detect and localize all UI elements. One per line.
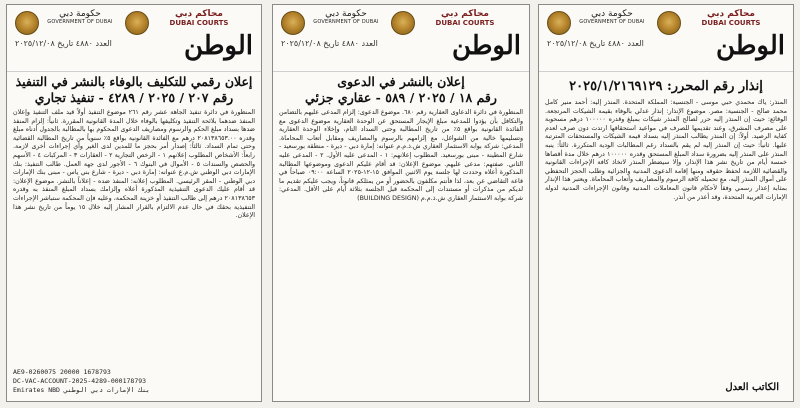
dubai-crest-icon bbox=[281, 11, 305, 35]
dubai-courts-crest-icon bbox=[657, 11, 681, 35]
dubai-courts-crest-icon bbox=[125, 11, 149, 35]
newspaper-header bbox=[7, 5, 261, 72]
courts-logo-text: محاكم دبي DUBAI COURTS bbox=[701, 9, 761, 27]
newspaper-brand: الوطن bbox=[183, 31, 253, 61]
edition-date: العدد ٤٨٨٠ تاريخ ٢٠٢٥/١٢/٠٨ bbox=[15, 39, 112, 48]
newspaper-header bbox=[539, 5, 793, 72]
edition-date: العدد ٤٨٨٠ تاريخ ٢٠٢٥/١٢/٠٨ bbox=[547, 39, 644, 48]
newspaper-brand: الوطن bbox=[715, 31, 785, 61]
notice-footer: AE9-0260075 20000 1678793 DC-VAC-ACCOUNT-2025-4289-000178793 Emirates NBD بنك الإمارات دبي الوطني bbox=[13, 368, 150, 394]
dubai-crest-icon bbox=[547, 11, 571, 35]
notice-body: المنظورة في دائرة الدعاوى العقارية رقم ٦٨٠. موضوع الدعوى: إلزام المدعى عليهم بالتضامن والتكافل بأن يؤدوا للمدعية مبلغ الإيجار المستحق عن الوحدة العقارية موضوع الدعوى مع الفائدة القانونية بواقع ٥٪ من تاريخ المطالبة وحتى السداد التام، وإخلاء الوحدة العقارية وتسليمها خالية من الشواغل، مع إلزامهم بالرسوم والمصاريف ومقابل أتعاب المحاماة. المدعي: شركة بوابة الاستثمار العقاري ش.ذ.م.م عنوانه: إمارة دبي - ديرة - منطقة بورسعيد - شارع المطينة - مبنى بورسعيد. المطلوب إعلانهم: ١ - المدعى عليه الأول. ٢ - المدعى عليه الثاني. صفتهم: مدعى عليهم. موضوع الإعلان: قد أقام عليكم الدعوى وموضوعها المطالبة المذكورة أعلاه وحددت لها جلسة يوم الاثنين الموافق ١٥-١٢-٢٠٢٥ الساعة ٠٩:٠٠ صباحاً في قاعة التقاضي عن بعد، لذا فأنتم مكلفون بالحضور أو من يمثلكم قانوناً، ويجب عليكم تقديم ما لديكم من مذكرات أو مستندات إلى المحكمة قبل الجلسة بثلاثة أيام على الأقل. المدعي: شركة بوابة الاستثمار العقاري ش.ذ.م.م (BUILDING DESIGN) bbox=[279, 109, 524, 202]
courts-logo-text: محاكم دبي DUBAI COURTS bbox=[435, 9, 495, 27]
government-logo-text: حكومة دبي GOVERNMENT OF DUBAI bbox=[313, 9, 379, 25]
notice-column-middle bbox=[272, 4, 530, 402]
dubai-crest-icon bbox=[15, 11, 39, 35]
notice-body: المنظورة في دائرة تنفيذ الجاهة عشر رقم ٢٦١ موضوع التنفيذ أولاً قيد ملف التنفيذ وإعلان المنفذ ضدهما بلائحة التنفيذ وتكليفها بالوفاء خلال المدة القانونية المقررة. ثانياً: إلزام المنفذ ضدها بسداد مبلغ الحكم والرسوم ومصاريف الدعوى المحكوم بها بالمطالبة بالجدول أدناه مبلغ وقدره ٢٠٨١٣٨٦٥٣.٠٠ درهم مع الفائدة القانونية بواقع ٥٪ سنوياً من تاريخ المطالبة القضائية وحتى تمام السداد. ثالثاً: إصدار أمر بحجز ما للمدين لدى الغير وأي إجراءات أخرى لازمة. رابعاً: الأشخاص المطلوب إعلانهم ١ - الرخص التجارية ٢ - العقارات ٣ - المركبات ٤ - الأسهم والحصص والسندات ٥ - الأموال في البنوك ٦ - الأجور لدى جهة العمل. طالب التنفيذ: بنك الإمارات دبي الوطني ش.م.ع عنوانه: إمارة دبي - ديرة - شارع بني ياس - مبنى بنك الإمارات دبي الوطني - المقر الرئيسي. المطلوب إعلانه: المنفذ ضده - إعلاناً بالنشر. موضوع الإعلان: قد أقام عليك الدعوى التنفيذية المذكورة أعلاه وإلزامك بسداد المبلغ المنفذ به وقدره ٢٠٨١٣٨٦٥٣ درهم إلى طالب التنفيذ أو خزينة المحكمة، وعليه فإن المحكمة ستباشر الإجراءات التنفيذية بحقك في حال عدم الالتزام بالقرار المشار إليه خلال ١٥ يوماً من تاريخ نشر هذا الإعلان. bbox=[13, 109, 255, 220]
notice-column-left bbox=[6, 4, 262, 402]
newspaper-header bbox=[273, 5, 529, 72]
notice-title: إعلان رقمي للتكليف بالوفاء بالنشر في التنفيذ رقم ٢٠٧ / ٢٠٢٥ / ٤٢٨٩ - تنفيذ تجاري bbox=[15, 74, 253, 105]
notice-title: إعلان بالنشر في الدعوى رقم ١٨ / ٢٠٢٥ / ٥٨٩ - عقاري جزئي bbox=[305, 74, 497, 105]
government-logo-text: حكومة دبي GOVERNMENT OF DUBAI bbox=[579, 9, 645, 25]
dubai-courts-crest-icon bbox=[391, 11, 415, 35]
courts-logo-text: محاكم دبي DUBAI COURTS bbox=[169, 9, 229, 27]
notice-body: المنذر: ياك محمدي حبي موسى - الجنسية: المملكة المتحدة. المنذر إليه: أحمد منير كامل محمد صالح - الجنسية: مصر. موضوع الإنذار: إنذار عدلي بالوفاء بقيمة الشيكات المرتجعة. الوقائع: حيث إن المنذر إليه حرر لصالح المنذر شيكات بمبلغ وقدره ١٠٠٠٠٠ درهم مسحوبة على مصرف المشرق، وعند تقديمها للصرف في مواعيد استحقاقها ارتدت دون صرف لعدم كفاية الرصيد. أولاً: إن المنذر يطالب المنذر إليه بسداد قيمة الشيكات والمستحقات المترتبة عليها. ثانياً: حيث إن المنذر إليه لم يقم بالسداد رغم المطالبات الودية المتكررة. ثالثاً: ينبه المنذر على المنذر إليه بضرورة سداد المبلغ المستحق وقدره ١٠٠٠٠٠ درهم خلال مدة أقصاها خمسة أيام من تاريخ نشر هذا الإنذار، وإلا سيضطر المنذر لاتخاذ كافة الإجراءات القانونية والقضائية اللازمة لحفظ حقوقه ومنها إقامة الدعوى المدنية والجزائية وطلب الحجز التحفظي على أموال المنذر إليه، مع تحميله كافة الرسوم والمصاريف وأتعاب المحاماة. ويعتبر هذا الإنذار بمثابة إعذار رسمي وفقاً لأحكام قانون المعاملات المدنية وقانون الإجراءات المدنية لدولة الإمارات العربية المتحدة، وقد أعذر من أنذر. bbox=[545, 99, 787, 201]
government-logo-text: حكومة دبي GOVERNMENT OF DUBAI bbox=[47, 9, 113, 25]
edition-date: العدد ٤٨٨٠ تاريخ ٢٠٢٥/١٢/٠٨ bbox=[281, 39, 378, 48]
notary-signature: الكاتب العدل bbox=[725, 382, 779, 393]
newspaper-brand: الوطن bbox=[451, 31, 521, 61]
notice-title: إنذار رقم المحرر: ٢٠٢٥/١/٢١٦٩١٢٩ bbox=[569, 79, 763, 94]
notice-column-right bbox=[538, 4, 794, 402]
